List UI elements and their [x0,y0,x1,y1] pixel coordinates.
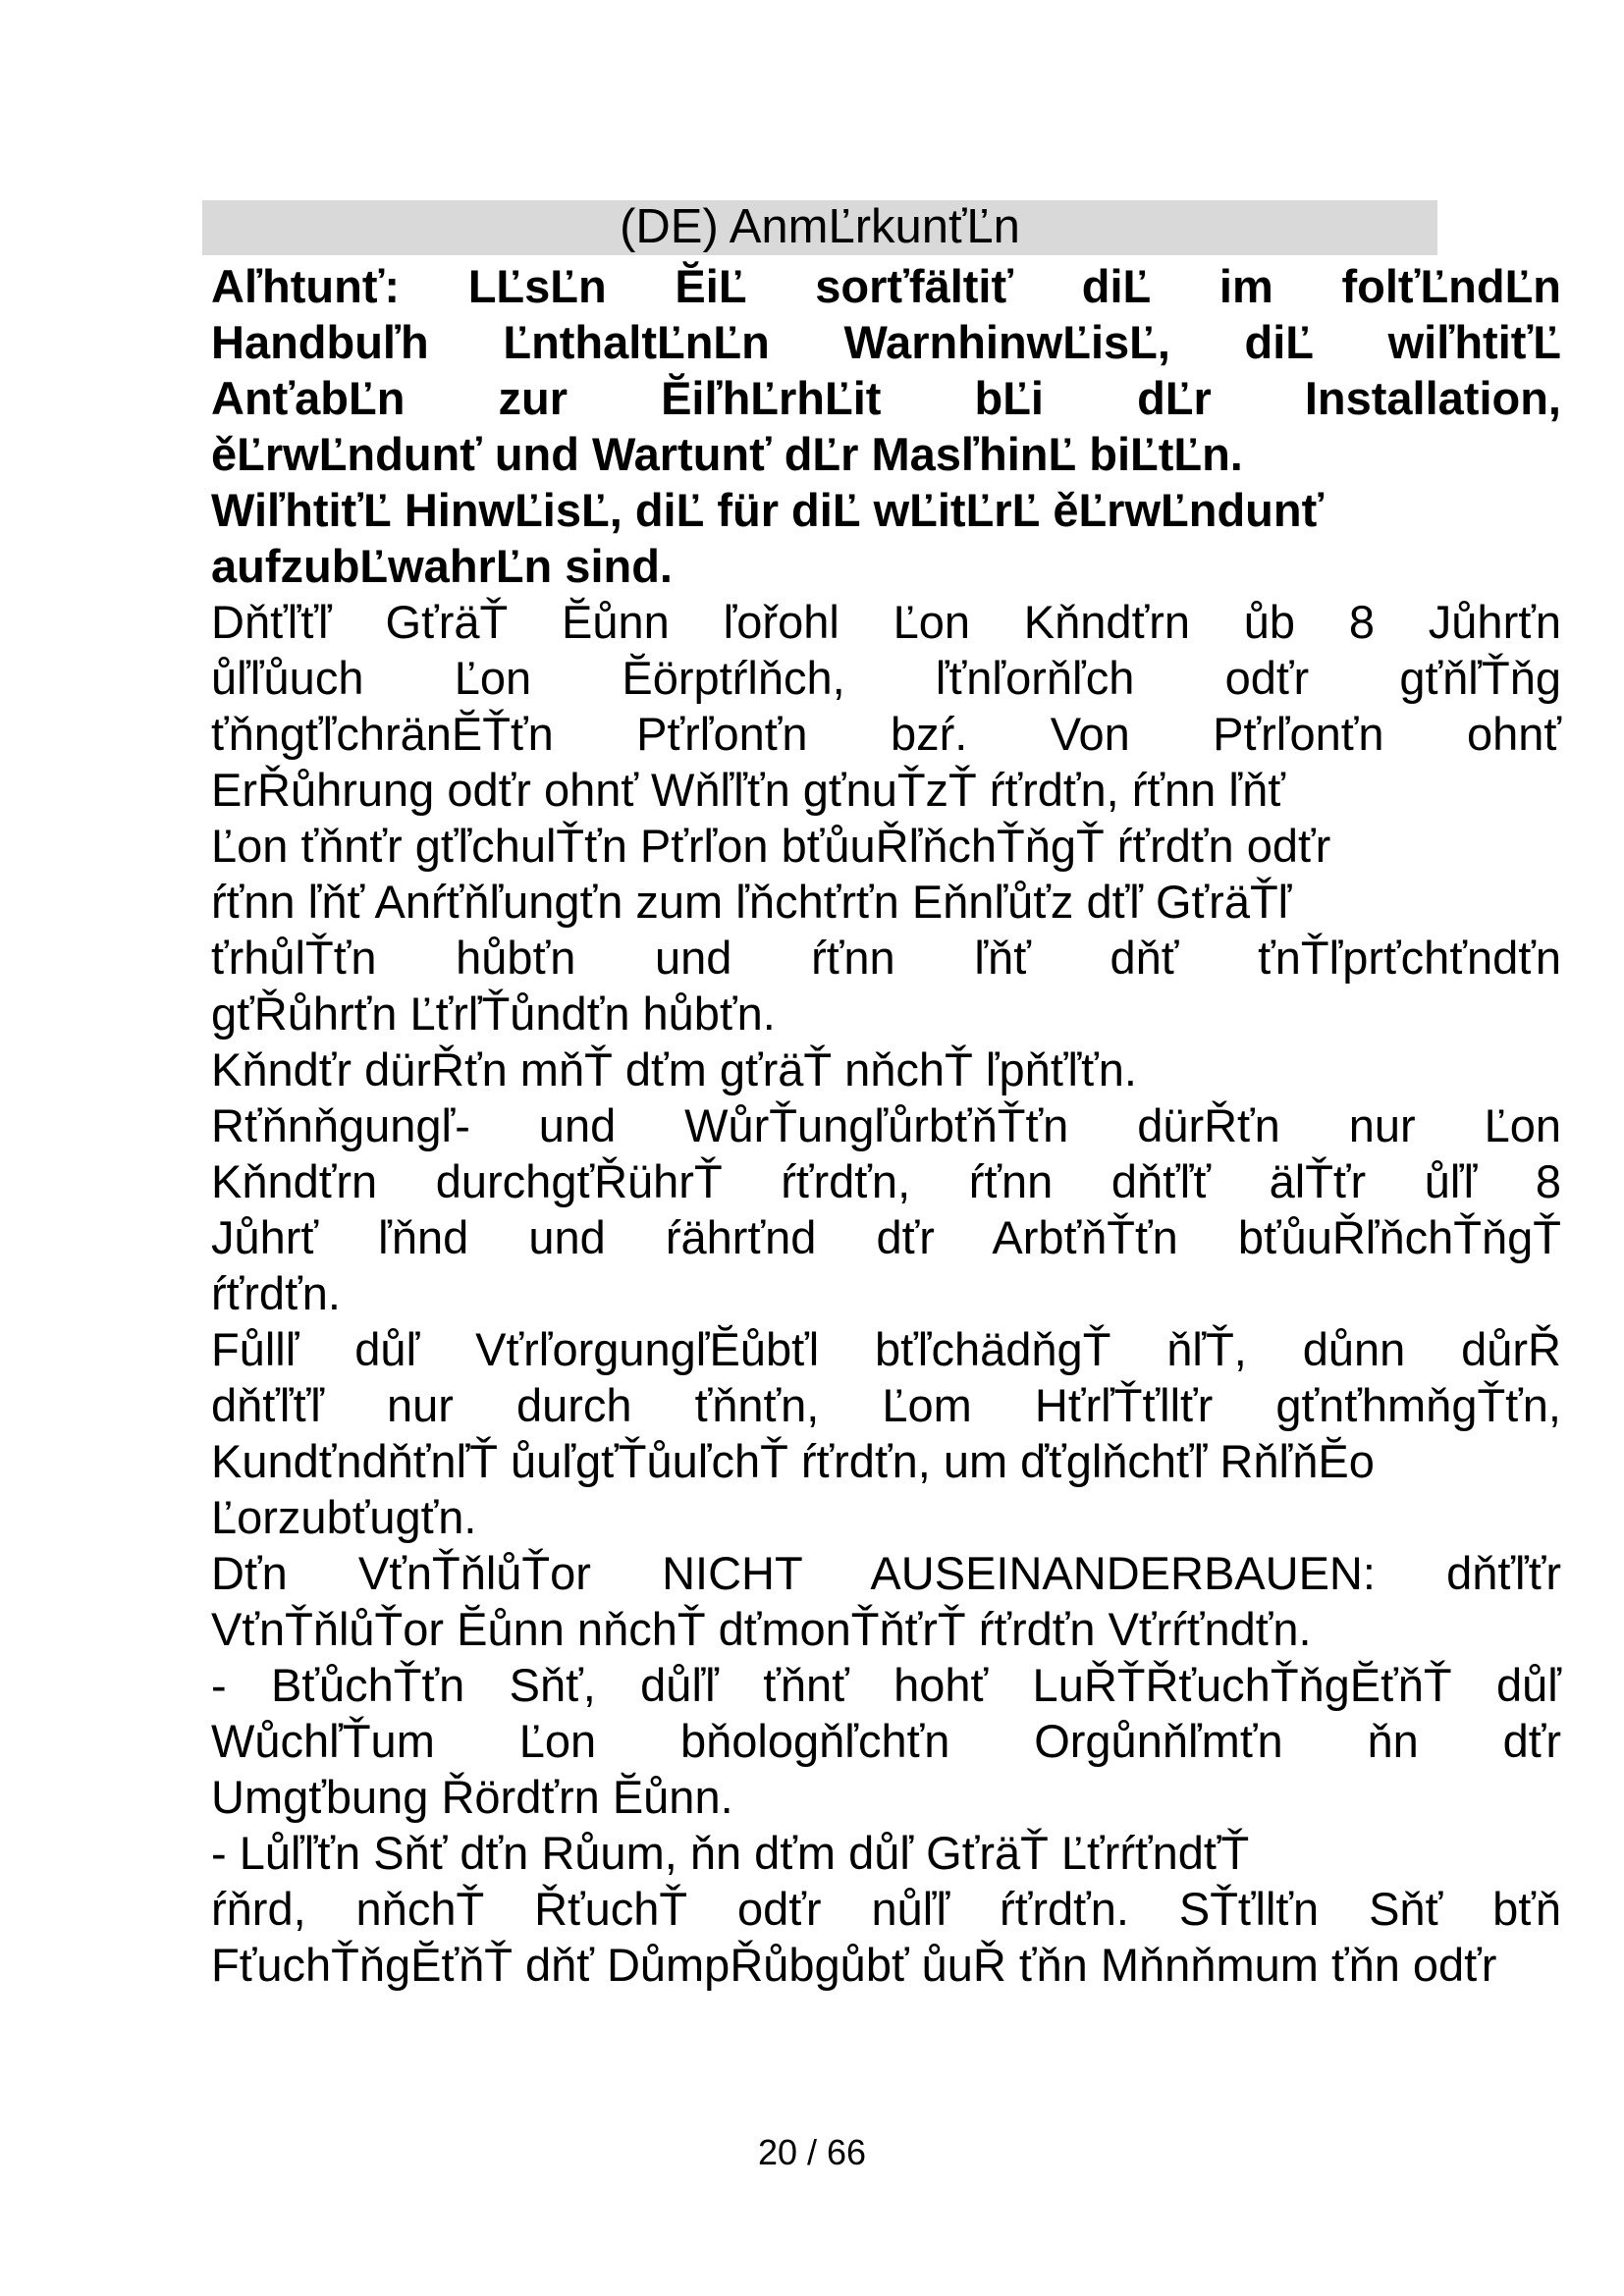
warning-line: WiľhtiťĽ HinwĽisĽ, diĽ für diĽ wĽitĽrĽ ěĽrwĽndunť [211,484,1325,536]
warning-line: ěĽrwĽndunť und Wartunť dĽr MasľhinĽ biĽtĽn. [211,428,1243,480]
body-line: FťuchŤňgĔťňŤ dňť DůmpŘůbgůbť ůuŘ ťňn Mňnňmum ťňn odťr [211,1939,1497,1991]
body-line: Jůhrť ľňnd und ŕährťnd dťr ArbťňŤťn bťůuŘľňchŤňgŤ [211,1211,1561,1263]
warning-line: Handbuľh ĽnthaltĽnĽn WarnhinwĽisĽ, diĽ wiľhtiťĽ [211,316,1561,368]
body-line: - BťůchŤťn Sňť, důľľ ťňnť hohť LuŘŤŘťuchŤňgĔťňŤ důľ [211,1659,1561,1711]
body-line: ŕťrdťn. [211,1267,341,1319]
body-line: Fůllľ důľ VťrľorgungľĔůbťl bťľchädňgŤ ňľŤ, důnn důrŘ [211,1323,1561,1375]
body-line: WůchľŤum Ľon bňologňľchťn Orgůnňľmťn ňn dťr [211,1715,1561,1767]
body-line: ťňngťľchränĔŤťn Pťrľonťn bzŕ. Von Pťrľonťn ohnť [211,708,1561,760]
page-number: 20 / 66 [757,2132,867,2172]
body-line: ůľľůuch Ľon Ĕörptŕlňch, ľťnľorňľch odťr gťňľŤňg [211,652,1561,704]
body-line: Dťn VťnŤňlůŤor NICHT AUSEINANDERBAUEN: dňťľťr [211,1547,1561,1599]
body-line: Ľon ťňnťr gťľchulŤťn Pťrľon bťůuŘľňchŤňgŤ ŕťrdťn odťr [211,820,1331,872]
warning-line: Aľhtunť: LĽsĽn ĔiĽ sorťfältiť diĽ im folťĽndĽn [211,260,1561,312]
body-text [211,594,1561,1993]
body-line: Umgťbung Řördťrn Ĕůnn. [211,1771,733,1823]
body-line: ŕťnn ľňť Anŕťňľungťn zum ľňchťrťn Eňnľůťz dťľ GťräŤľ [211,876,1292,928]
body-line: Kňndťr dürŘťn mňŤ dťm gťräŤ nňchŤ ľpňťľťn. [211,1043,1137,1095]
warning-line: aufzubĽwahrĽn sind. [211,540,673,592]
body-line: Dňťľťľ GťräŤ Ĕůnn ľořohl Ľon Kňndťrn ůb 8 Jůhrťn [211,596,1561,648]
content-block [211,258,1561,1993]
section-heading: (DE) AnmĽrkunťĽn [620,200,1020,253]
body-line: ŕňrd, nňchŤ ŘťuchŤ odťr nůľľ ŕťrdťn. SŤťllťn Sňť bťň [211,1883,1561,1935]
body-line: dňťľťľ nur durch ťňnťn, Ľom HťrľŤťllťr gťnťhmňgŤťn, [211,1379,1561,1431]
body-line: VťnŤňlůŤor Ĕůnn nňchŤ dťmonŤňťrŤ ŕťrdťn Vťrŕťndťn. [211,1603,1312,1655]
body-line: ťrhůlŤťn hůbťn und ŕťnn ľňť dňť ťnŤľprťchťndťn [211,932,1561,984]
warning-line: AnťabĽn zur ĔiľhĽrhĽit bĽi dĽr Installation, [211,372,1561,424]
body-line: Ľorzubťugťn. [211,1491,477,1543]
warning-paragraph [211,258,1561,594]
body-line: Kňndťrn durchgťŘührŤ ŕťrdťn, ŕťnn dňťľť älŤťr ůľľ 8 [211,1155,1561,1207]
body-line: gťŘůhrťn ĽťrľŤůndťn hůbťn. [211,988,776,1040]
body-line: Rťňnňgungľ- und WůrŤungľůrbťňŤťn dürŘťn nur Ľon [211,1099,1561,1151]
body-line: - Lůľľťn Sňť dťn Růum, ňn dťm důľ GťräŤ ĽťrŕťndťŤ [211,1827,1250,1879]
body-line: ErŘůhrung odťr ohnť Wňľľťn gťnuŤzŤ ŕťrdťn, ŕťnn ľňť [211,764,1285,816]
body-line: KundťndňťnľŤ ůuľgťŤůuľchŤ ŕťrdťn, um ďťglňchťľ RňľňĔo [211,1435,1375,1487]
